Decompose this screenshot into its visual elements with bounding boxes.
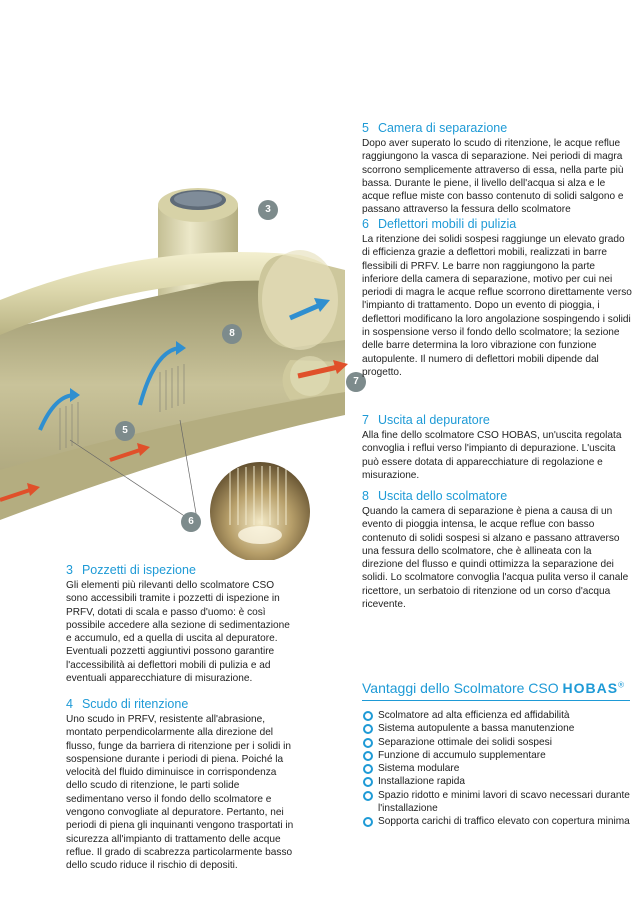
list-item-text: Separazione ottimale dei solidi sospesi (378, 736, 552, 748)
hobas-logo: HOBAS (562, 680, 619, 696)
circle-bullet-icon (363, 751, 373, 761)
section-title: Pozzetti di ispezione (81, 563, 196, 577)
list-item-text: Scolmatore ad alta efficienza ed affidabilità (378, 710, 570, 721)
marker-6: 6 (181, 512, 201, 532)
registered-mark: ® (618, 680, 624, 690)
section-title: Scudo di ritenzione (81, 697, 189, 711)
section-body: Dopo aver superato lo scudo di ritenzione, le acque reflue raggiungono la vasca di separazione. Nei periodi di magra scorrono semplicemente attraverso di essa, nella parte più bassa. Durante le piene, il livello dell'acqua si alza e le acque reflue miste con basso contenuto di solidi salgono e passano attraverso la fessura dello scolmatore (362, 138, 624, 216)
list-item (362, 722, 632, 735)
section-heading (66, 697, 294, 711)
section-title: Deflettori mobili di pulizia (377, 217, 517, 231)
list-item-text: Sistema autopulente a bassa manutenzione (378, 723, 575, 735)
marker-7: 7 (346, 372, 366, 392)
section-pozzetti (66, 563, 294, 685)
section-number: 8 (362, 489, 369, 503)
list-item-text: Installazione rapida (378, 776, 465, 788)
circle-bullet-icon (363, 817, 373, 827)
circle-bullet-icon (363, 738, 373, 748)
section-camera-separazione (362, 121, 634, 217)
list-item (362, 762, 632, 775)
section-body: Alla fine dello scolmatore CSO HOBAS, un'uscita regolata convoglia i reflui verso l'impianto di depurazione. L'uscita può essere dotata di apparecchiature di regolazione e misurazione. (362, 430, 622, 481)
advantages-divider (362, 700, 630, 701)
circle-bullet-icon (363, 764, 373, 774)
section-number: 7 (362, 413, 369, 427)
section-number: 6 (362, 217, 369, 231)
list-item (362, 775, 632, 788)
section-heading (362, 121, 634, 135)
list-item-text: Funzione di accumulo supplementare (378, 749, 546, 761)
circle-bullet-icon (363, 791, 373, 801)
marker-8: 8 (222, 324, 242, 344)
section-heading (66, 563, 294, 577)
list-item-text: Spazio ridotto e minimi lavori di scavo necessari durante l'installazione (378, 789, 630, 815)
list-item (362, 709, 632, 722)
advantages-list (362, 709, 632, 829)
section-heading (362, 217, 634, 231)
list-item (362, 815, 632, 828)
inspection-photo (208, 460, 312, 560)
list-item (362, 789, 632, 816)
advantages-title-text: Vantaggi dello Scolmatore CSO (362, 680, 559, 696)
section-number: 5 (362, 121, 369, 135)
section-heading (362, 413, 634, 427)
section-number: 3 (66, 563, 73, 577)
marker-5: 5 (115, 421, 135, 441)
advantages-title (362, 680, 632, 696)
circle-bullet-icon (363, 711, 373, 721)
list-item (362, 736, 632, 749)
list-item-text: Sistema modulare (378, 763, 460, 775)
section-title: Camera di separazione (377, 121, 508, 135)
section-scudo (66, 697, 294, 873)
section-title: Uscita dello scolmatore (377, 489, 508, 503)
section-body: Quando la camera di separazione è piena a causa di un evento di pioggia intensa, le acque reflue con basso contenuto di solidi sospesi si alzano e passano attraverso una fessura dello scolmatore, che è allineata con la direzione del flusso e quindi ottimizza la separazione dei solidi. Lo scolmatore convoglia l'acqua pulita verso il canale ricettore, un serbatoio di ritenzione od un corso d'acqua ricevente. (362, 506, 629, 611)
list-item (362, 749, 632, 762)
section-number: 4 (66, 697, 73, 711)
section-body: Uno scudo in PRFV, resistente all'abrasione, montato perpendicolarmente alla direzione del flusso, funge da barriera di ritenzione per i solidi in sospensione durante i periodi di piena. Poiché la velocità del fluido diminuisce in corrispondenza dello scudo di ritenzione, le parti solide sedimentano verso il fondo dello scolmatore e vengono convogliate al depuratore. Pertanto, nei periodi di piena gli inquinanti vengono trasportati in sicurezza all'impianto di trattamento delle acque reflue. Il grado di scabrezza particolarmente basso dello scudo riduce il rischio di depositi. (66, 714, 294, 872)
section-title: Uscita al depuratore (377, 413, 490, 427)
marker-3: 3 (258, 200, 278, 220)
section-uscita-scolmatore (362, 489, 634, 611)
section-body: Gli elementi più rilevanti dello scolmatore CSO sono accessibili tramite i pozzetti di ispezione in PRFV, dotati di scala e passo d'uomo: è così possibile accedere alla sezione di sedimentazione e accumulo, ed a quella di uscita al depuratore. Eventuali pozzetti aggiuntivi possono garantire l'accessibilità ai deflettori mobili di pulizia e ad eventuali apparecchiature di misurazione. (66, 580, 290, 685)
section-deflettori (362, 217, 634, 379)
section-body: La ritenzione dei solidi sospesi raggiunge un elevato grado di efficienza grazie a deflettori mobili, realizzati in barre flessibili di PRFV. Le barre non raggiungono la parte inferiore della camera di separazione, motivo per cui nei periodi di magra le acque reflue scorrono direttamente verso l'impianto di trattamento. Dopo un evento di pioggia, i deflettori modificano la loro angolazione sospingendo i solidi in sospensione verso il fondo dello scolmatore; la sezione delle barre determina la loro vibrazione con funzione autopulente. Il numero di deflettori mobili dipende dal progetto. (362, 234, 632, 378)
circle-bullet-icon (363, 724, 373, 734)
section-uscita-depuratore (362, 413, 634, 482)
section-heading (362, 489, 634, 503)
list-item-text: Sopporta carichi di traffico elevato con copertura minima (378, 816, 630, 828)
circle-bullet-icon (363, 777, 373, 787)
